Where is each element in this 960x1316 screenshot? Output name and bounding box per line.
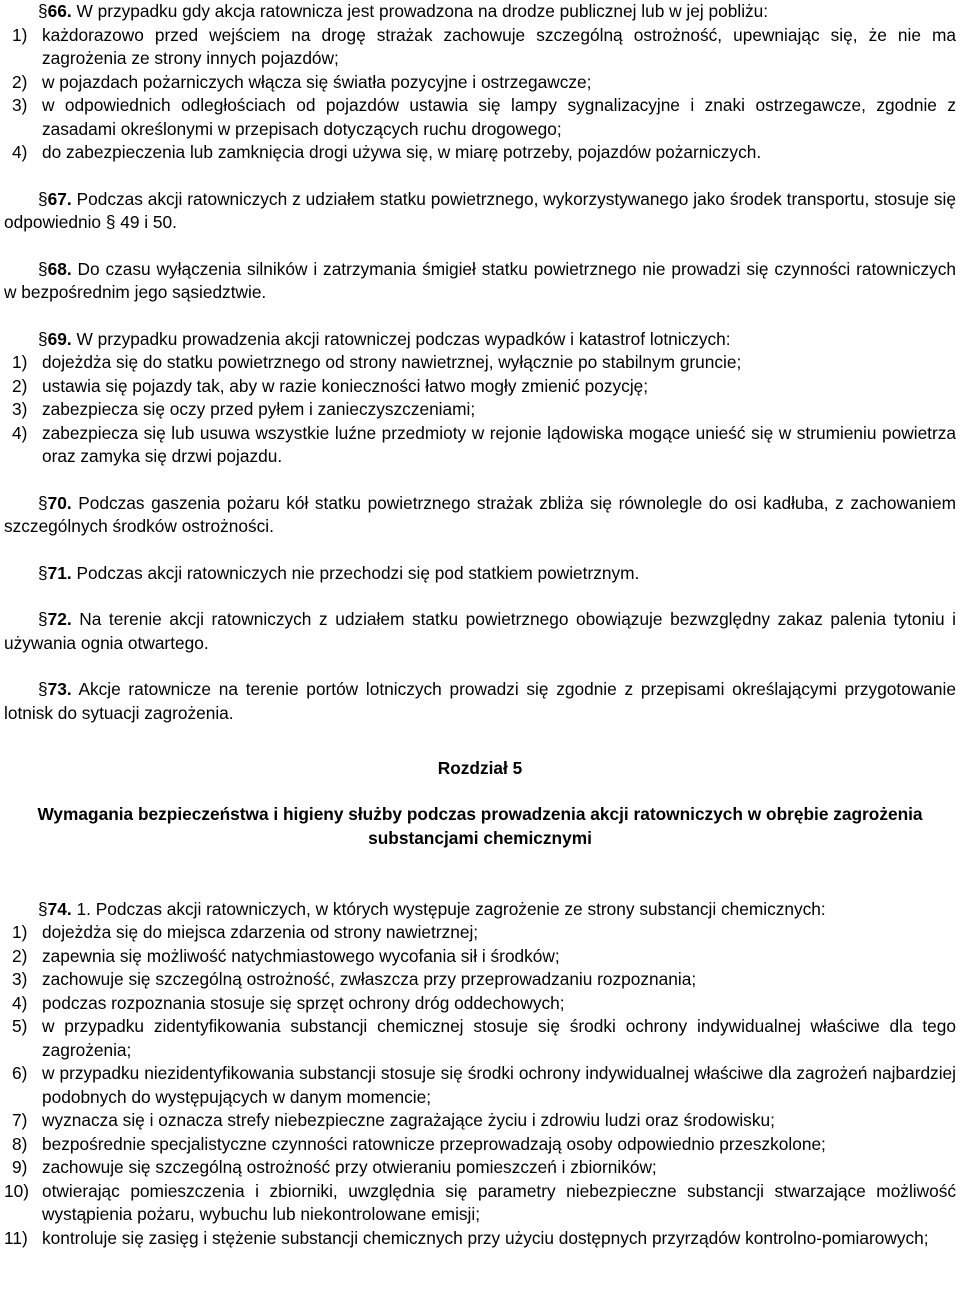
list-item: 8) bezpośrednie specjalistyczne czynności ratownicze przeprowadzają osoby odpowiednio przeszkolone; [12, 1133, 826, 1154]
spacer [4, 539, 956, 562]
spacer [4, 850, 956, 898]
list-item: 4) podczas rozpoznania stosuje się sprzęt ochrony dróg oddechowych; [12, 992, 565, 1013]
list-item: 4) zabezpiecza się lub usuwa wszystkie luźne przedmioty w rejonie lądowiska mogące unieść się w strumieniu powietrza oraz zamyka się drzwi pojazdu. [12, 422, 956, 466]
section-symbol: § [38, 1, 48, 21]
list-item: 3) zabezpiecza się oczy przed pyłem i zanieczyszczeniami; [12, 399, 476, 419]
spacer [4, 305, 956, 328]
chapter-title: Wymagania bezpieczeństwa i higieny służby podczas prowadzenia akcji ratowniczych w obrębie zagrożenia substancjami chemicznymi [37, 803, 923, 848]
section-69-heading: §69. W przypadku prowadzenia akcji ratowniczej podczas wypadków i katastrof lotniczych: [38, 328, 731, 349]
list-item: 11) kontroluje się zasięg i stężenie substancji chemicznych przy użyciu dostępnych przyrządów kontrolno-pomiarowych; [4, 1227, 929, 1248]
list-item: 1) każdorazowo przed wejściem na drogę strażak zachowuje szczególną ostrożność, upewniając się, że nie ma zagrożenia ze strony innych pojazdów; [12, 24, 956, 68]
section-72: §72. Na terenie akcji ratowniczych z udziałem statku powietrznego obowiązuje bezwzględny zakaz palenia tytoniu i używania ognia otwartego. [4, 609, 956, 653]
list-item: 6) w przypadku niezidentyfikowania substancji stosuje się środki ochrony indywidualnej właściwe dla zagrożeń najbardziej podobnych do występujących w danym momencie; [12, 1063, 956, 1107]
list-item: 10) otwierając pomieszczenia i zbiorniki, uwzględnia się parametry niebezpieczne substancji stwarzające możliwość wystąpienia pożaru, wybuchu lub niekontrolowane emisji; [4, 1180, 956, 1224]
chapter-label: Rozdział 5 [437, 758, 523, 778]
spacer [4, 585, 956, 608]
section-73: §73. Akcje ratownicze na terenie portów lotniczych prowadzi się zgodnie z przepisami określającymi przygotowanie lotnisk do sytuacji zagrożenia. [4, 679, 956, 723]
spacer [4, 235, 956, 258]
section-intro: W przypadku gdy akcja ratownicza jest prowadzona na drodze publicznej lub w jej pobliżu: [76, 1, 769, 21]
section-number: 66. [47, 1, 72, 21]
section-74-list [4, 921, 956, 1250]
list-item: 2) zapewnia się możliwość natychmiastowego wycofania sił i środków; [12, 945, 560, 966]
list-item: 3) zachowuje się szczególną ostrożność, zwłaszcza przy przeprowadzaniu rozpoznania; [12, 969, 697, 989]
section-67: §67. Podczas akcji ratowniczych z udziałem statku powietrznego, wykorzystywanego jako środek transportu, stosuje się odpowiednio § 49 i 50. [4, 188, 956, 232]
list-item: 4) do zabezpieczenia lub zamknięcia drogi używa się, w miarę potrzeby, pojazdów pożarniczych. [12, 142, 762, 162]
section-71: §71. Podczas akcji ratowniczych nie przechodzi się pod statkiem powietrznym. [38, 562, 640, 583]
list-item: 9) zachowuje się szczególną ostrożność przy otwieraniu pomieszczeń i zbiorników; [12, 1157, 657, 1177]
list-item: 1) dojeżdża się do miejsca zdarzenia od strony nawietrznej; [12, 922, 479, 942]
list-item: 2) w pojazdach pożarniczych włącza się światła pozycyjne i ostrzegawcze; [12, 71, 592, 92]
section-74-heading: §74. 1. Podczas akcji ratowniczych, w których występuje zagrożenie ze strony substancji chemicznych: [38, 898, 826, 919]
document-page [4, 0, 956, 1250]
list-item: 5) w przypadku zidentyfikowania substancji chemicznej stosuje się środki ochrony indywidualnej właściwe dla tego zagrożenia; [12, 1016, 956, 1060]
section-66-list [4, 24, 956, 165]
section-69-list [4, 351, 956, 469]
spacer [4, 165, 956, 188]
spacer [4, 655, 956, 678]
spacer [4, 469, 956, 492]
list-item: 7) wyznacza się i oznacza strefy niebezpieczne zagrażające życiu i zdrowiu ludzi oraz środowisku; [12, 1110, 775, 1130]
list-item: 3) w odpowiednich odległościach od pojazdów ustawia się lampy sygnalizacyjne i znaki ostrzegawcze, zgodnie z zasadami określonymi w przepisach dotyczących ruchu drogowego; [12, 95, 956, 139]
spacer [4, 781, 956, 802]
list-item: 2) ustawia się pojazdy tak, aby w razie konieczności łatwo mogły zmienić pozycję; [12, 375, 649, 396]
section-68: §68. Do czasu wyłączenia silników i zatrzymania śmigieł statku powietrznego nie prowadzi się czynności ratowniczych w bezpośrednim jego sąsiedztwie. [4, 258, 956, 302]
spacer [4, 725, 956, 757]
list-item: 1) dojeżdża się do statku powietrznego od strony nawietrznej, wyłącznie po stabilnym gruncie; [12, 352, 742, 372]
section-70: §70. Podczas gaszenia pożaru kół statku powietrznego strażak zbliża się równolegle do osi kadłuba, z zachowaniem szczególnych środków ostrożności. [4, 492, 956, 536]
section-66-heading [38, 0, 956, 24]
